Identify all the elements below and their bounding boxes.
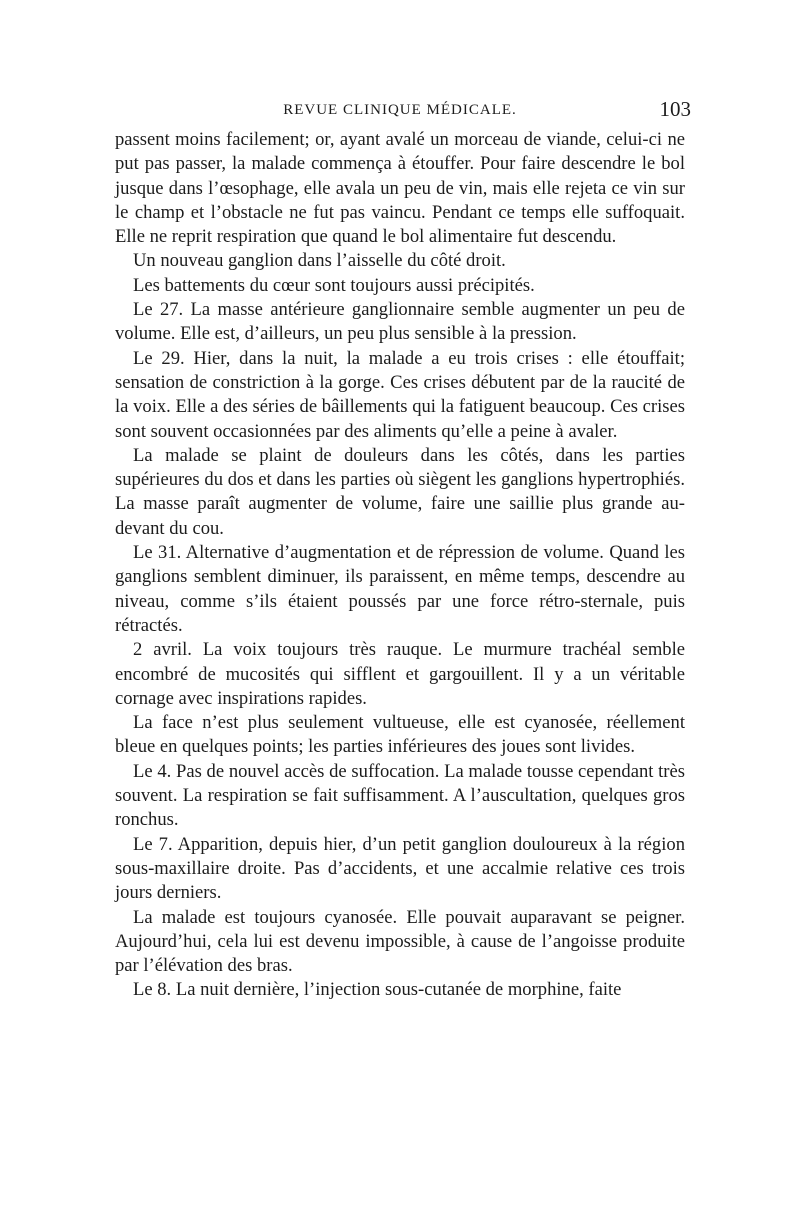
document-page <box>115 92 691 1003</box>
paragraph: 2 avril. La voix toujours très rauque. Le murmure trachéal semble encombré de mucosités qui sifflent et gargouillent. Il y a un véritable cornage avec inspirations rapides. <box>115 639 685 709</box>
paragraph: Un nouveau ganglion dans l’aisselle du côté droit. <box>133 250 506 272</box>
paragraph: Le 8. La nuit dernière, l’injection sous-cutanée de morphine, faite <box>133 979 622 1001</box>
paragraph: passent moins facilement; or, ayant avalé un morceau de viande, celui-ci ne put pas passer, la malade commença à étouffer. Pour faire descendre le bol jusque dans l’œsophage, elle avala un peu de vin, mais elle rejeta ce vin sur le champ et l’obstacle ne fut pas vaincu. Pendant ce temps elle suffoquait. Elle ne reprit respiration que quand le bol alimentaire fut descendu. <box>115 129 685 248</box>
paragraph: La malade est toujours cyanosée. Elle pouvait auparavant se peigner. Aujourd’hui, cela lui est devenu impossible, à cause de l’angoisse produite par l’élévation des bras. <box>115 906 685 977</box>
running-title: REVUE CLINIQUE MÉDICALE. <box>283 102 517 118</box>
paragraph: Les battements du cœur sont toujours aussi précipités. <box>133 274 535 296</box>
paragraph: Le 27. La masse antérieure ganglionnaire semble augmenter un peu de volume. Elle est, d’ailleurs, un peu plus sensible à la pression. <box>115 299 685 345</box>
paragraph: La malade se plaint de douleurs dans les côtés, dans les parties supérieures du dos et dans les parties où siègent les ganglions hypertrophiés. La masse paraît augmenter de volume, faire une saillie plus grande au-devant du cou. <box>115 444 685 539</box>
paragraph: Le 4. Pas de nouvel accès de suffocation. La malade tousse cependant très souvent. La respiration se fait suffisamment. A l’auscultation, quelques gros ronchus. <box>115 760 685 831</box>
body-text <box>115 128 685 1003</box>
page-number: 103 <box>659 97 691 121</box>
paragraph: Le 31. Alternative d’augmentation et de répression de volume. Quand les ganglions semblent diminuer, ils paraissent, en même temps, descendre au niveau, comme s’ils étaient poussés par une force rétro-sternale, puis rétractés. <box>115 542 685 636</box>
page-header <box>115 92 691 128</box>
paragraph: La face n’est plus seulement vultueuse, elle est cyanosée, réellement bleue en quelques points; les parties inférieures des joues sont livides. <box>115 712 685 758</box>
paragraph: Le 7. Apparition, depuis hier, d’un petit ganglion douloureux à la région sous-maxillaire droite. Pas d’accidents, et une accalmie relative ces trois jours derniers. <box>115 833 685 904</box>
paragraph: Le 29. Hier, dans la nuit, la malade a eu trois crises : elle étouffait; sensation de constriction à la gorge. Ces crises débutent par de la raucité de la voix. Elle a des séries de bâillements qui la fatiguent beaucoup. Ces crises sont souvent occasionnées par des aliments qu’elle a peine à avaler. <box>115 347 685 442</box>
